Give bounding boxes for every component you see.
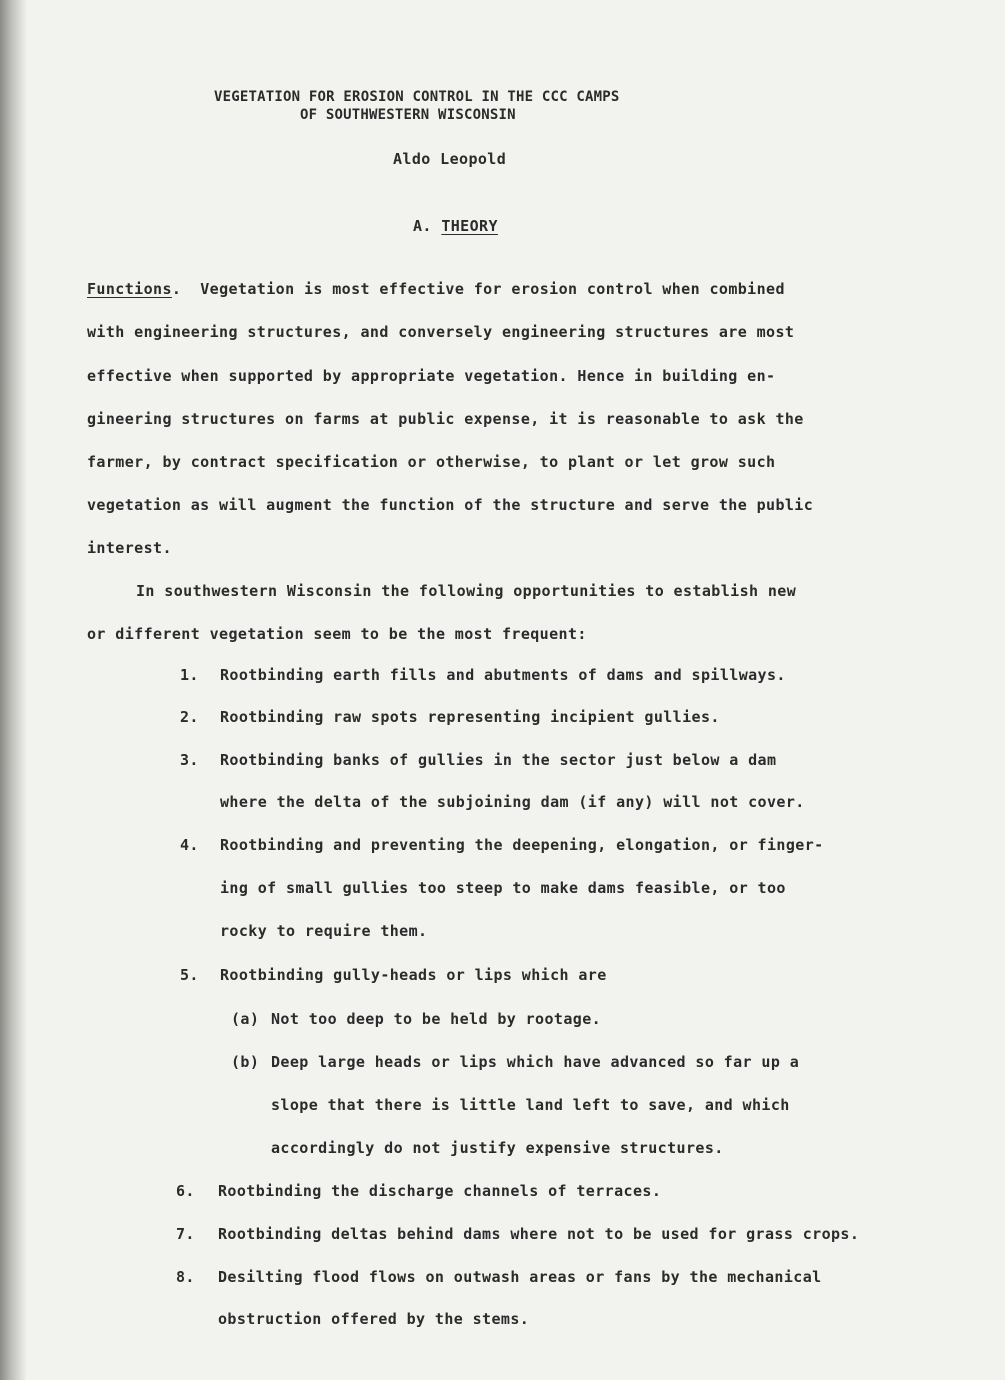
paragraph-2-line-2: or different vegetation seem to be the most frequent:: [87, 625, 587, 643]
sub-item-label: (a): [231, 1010, 260, 1028]
section-label: A.: [413, 217, 432, 235]
list-item-number: 2.: [180, 708, 199, 726]
list-item-text: Rootbinding gully-heads or lips which are: [220, 966, 607, 984]
paragraph-1-line-3: effective when supported by appropriate vegetation. Hence in building en-: [87, 367, 776, 385]
sub-item-text: accordingly do not justify expensive structures.: [271, 1139, 724, 1157]
sub-item-label: (b): [231, 1053, 260, 1071]
paragraph-1-line-4: gineering structures on farms at public expense, it is reasonable to ask the: [87, 410, 804, 428]
section-heading: [413, 217, 498, 235]
run-in-heading: Functions: [87, 280, 172, 298]
list-item-text: Rootbinding banks of gullies in the sector just below a dam: [220, 751, 777, 769]
author: Aldo Leopold: [393, 150, 507, 168]
section-title: THEORY: [441, 217, 498, 235]
paragraph-1-line-7: interest.: [87, 539, 172, 557]
list-item-number: 4.: [180, 836, 199, 854]
list-item-text: ing of small gullies too steep to make dams feasible, or too: [220, 879, 786, 897]
run-in-period: .: [171, 280, 182, 298]
title-line-2: OF SOUTHWESTERN WISCONSIN: [300, 107, 516, 123]
paragraph-1-text-1: Vegetation is most effective for erosion control when combined: [200, 280, 785, 298]
paragraph-2-line-1: In southwestern Wisconsin the following opportunities to establish new: [136, 582, 797, 600]
paragraph-1-line-6: vegetation as will augment the function of the structure and serve the public: [87, 496, 814, 514]
list-item-number: 3.: [180, 751, 199, 769]
list-item-text: Rootbinding deltas behind dams where not to be used for grass crops.: [218, 1225, 860, 1243]
sub-item-text: Not too deep to be held by rootage.: [271, 1010, 602, 1028]
list-item-number: 7.: [176, 1225, 195, 1243]
title-line-1: VEGETATION FOR EROSION CONTROL IN THE CCC CAMPS: [214, 89, 620, 105]
list-item-text: rocky to require them.: [220, 922, 428, 940]
paragraph-1-line-1: [87, 280, 785, 298]
paragraph-1-line-2: with engineering structures, and conversely engineering structures are most: [87, 323, 795, 341]
list-item-text: Desilting flood flows on outwash areas or fans by the mechanical: [218, 1268, 822, 1286]
list-item-text: Rootbinding the discharge channels of terraces.: [218, 1182, 662, 1200]
list-item-text: Rootbinding and preventing the deepening, elongation, or finger-: [220, 836, 824, 854]
list-item-number: 6.: [176, 1182, 195, 1200]
list-item-text: Rootbinding raw spots representing incipient gullies.: [220, 708, 720, 726]
sub-item-text: slope that there is little land left to save, and which: [271, 1096, 790, 1114]
list-item-text: where the delta of the subjoining dam (if any) will not cover.: [220, 793, 805, 811]
sub-item-text: Deep large heads or lips which have advanced so far up a: [271, 1053, 800, 1071]
list-item-text: Rootbinding earth fills and abutments of dams and spillways.: [220, 666, 786, 684]
list-item-number: 1.: [180, 666, 199, 684]
list-item-number: 5.: [180, 966, 199, 984]
list-item-text: obstruction offered by the stems.: [218, 1310, 530, 1328]
list-item-number: 8.: [176, 1268, 195, 1286]
paragraph-1-line-5: farmer, by contract specification or otherwise, to plant or let grow such: [87, 453, 776, 471]
